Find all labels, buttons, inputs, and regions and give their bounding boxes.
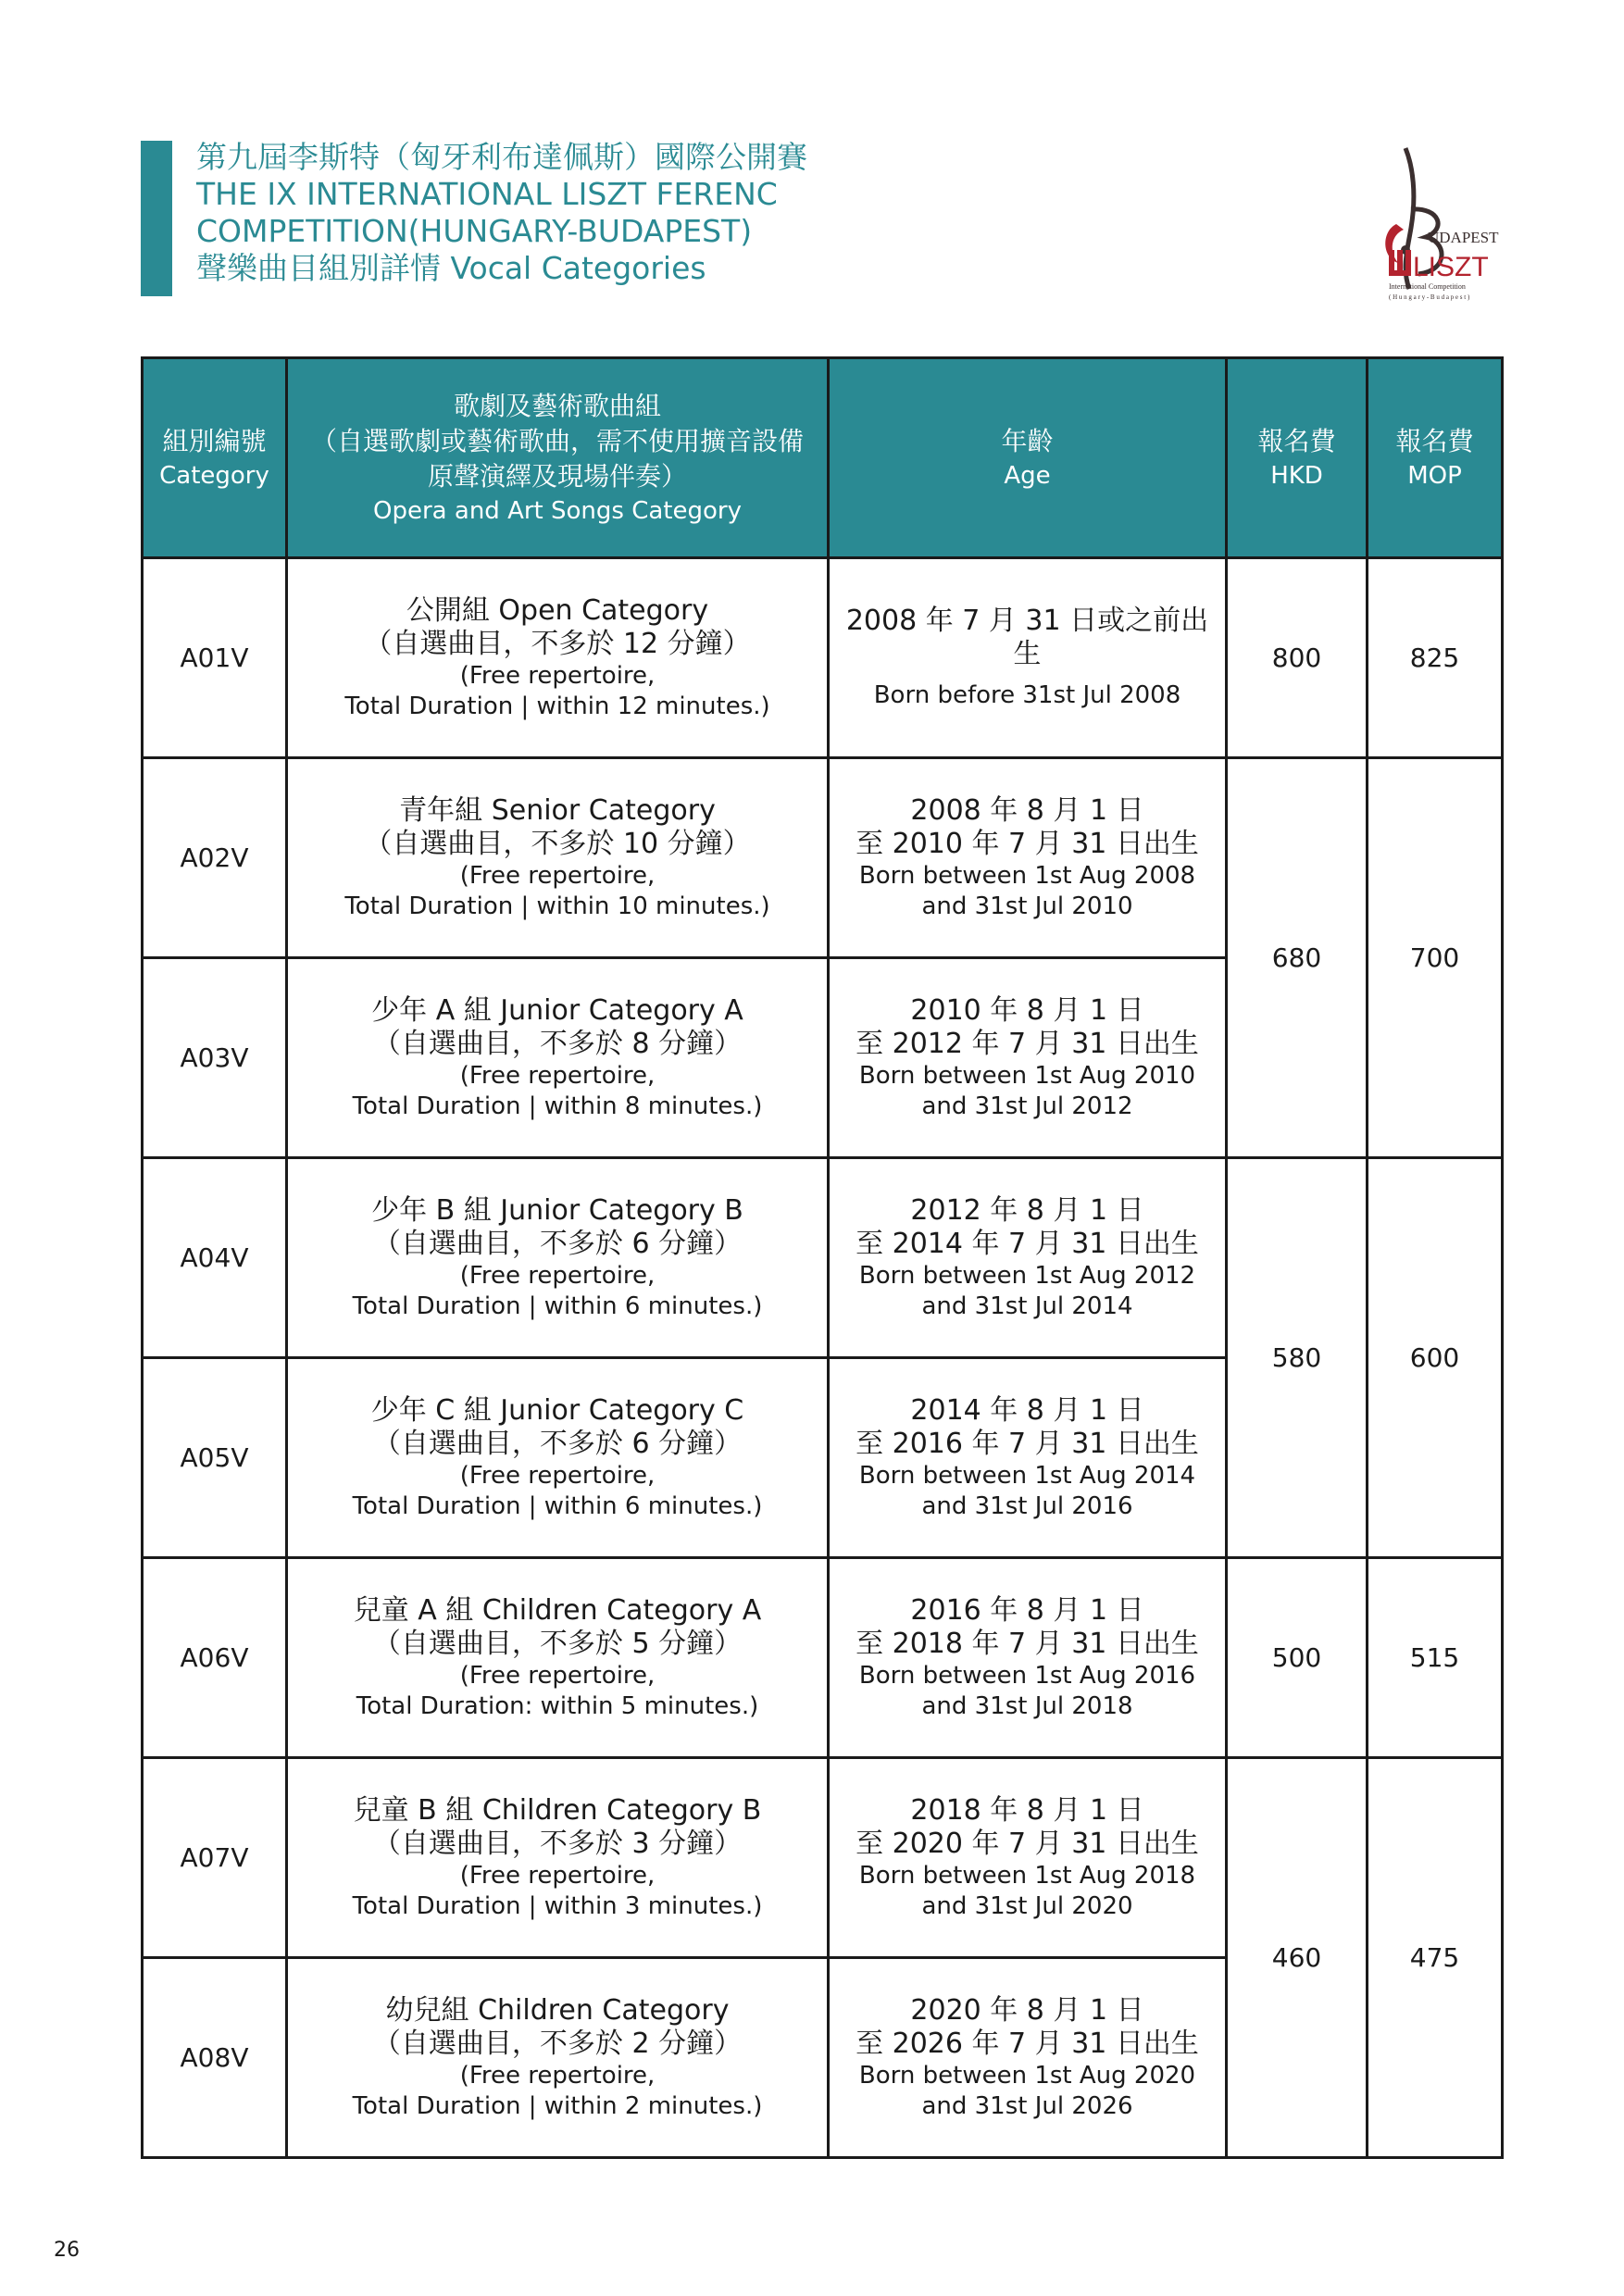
category-code: A05V — [143, 1358, 287, 1558]
category-code: A04V — [143, 1158, 287, 1358]
header-fee-mop: 報名費 MOP — [1368, 358, 1503, 558]
age-cell: 2008 年 8 月 1 日 至 2010 年 7 月 31 日出生 Born between 1st Aug 2008 and 31st Jul 2010 — [829, 758, 1227, 958]
fee-hkd: 460 — [1227, 1758, 1368, 2158]
repertoire-cell: 兒童 A 組 Children Category A （自選曲目，不多於 5 分鐘） (Free repertoire, Total Duration: within 5 minutes.) — [287, 1558, 829, 1758]
page-title — [196, 139, 807, 287]
table-row — [143, 1158, 1503, 1358]
page-number: 26 — [54, 2239, 80, 2262]
repertoire-cell: 青年組 Senior Category （自選曲目，不多於 10 分鐘） (Free repertoire, Total Duration | within 10 minutes.) — [287, 758, 829, 958]
age-cell: 2014 年 8 月 1 日 至 2016 年 7 月 31 日出生 Born between 1st Aug 2014 and 31st Jul 2016 — [829, 1358, 1227, 1558]
repertoire-cell: 公開組 Open Category （自選曲目，不多於 12 分鐘） (Free repertoire, Total Duration | within 12 minutes.) — [287, 558, 829, 758]
age-cell: 2012 年 8 月 1 日 至 2014 年 7 月 31 日出生 Born between 1st Aug 2012 and 31st Jul 2014 — [829, 1158, 1227, 1358]
table-row — [143, 558, 1503, 758]
fee-hkd: 680 — [1227, 758, 1368, 1158]
header-category: 組別編號 Category — [143, 358, 287, 558]
repertoire-cell: 少年 A 組 Junior Category A （自選曲目，不多於 8 分鐘） (Free repertoire, Total Duration | within 8 minutes.) — [287, 958, 829, 1158]
repertoire-cell: 幼兒組 Children Category （自選曲目，不多於 2 分鐘） (Free repertoire, Total Duration | within 2 minutes.) — [287, 1958, 829, 2158]
header-repertoire: 歌劇及藝術歌曲組 （自選歌劇或藝術歌曲，需不使用擴音設備 原聲演繹及現場伴奏） Opera and Art Songs Category — [287, 358, 829, 558]
age-cell: 2008 年 7 月 31 日或之前出生 Born before 31st Jul 2008 — [829, 558, 1227, 758]
title-subtitle: 聲樂曲目組別詳情 Vocal Categories — [196, 250, 706, 286]
title-chinese: 第九屆李斯特（匈牙利布達佩斯）國際公開賽 — [196, 139, 807, 175]
repertoire-cell: 兒童 B 組 Children Category B （自選曲目，不多於 3 分鐘） (Free repertoire, Total Duration | within 3 minutes.) — [287, 1758, 829, 1958]
age-cell: 2010 年 8 月 1 日 至 2012 年 7 月 31 日出生 Born between 1st Aug 2010 and 31st Jul 2012 — [829, 958, 1227, 1158]
category-code: A01V — [143, 558, 287, 758]
title-english-line1: THE IX INTERNATIONAL LISZT FERENC — [196, 176, 778, 212]
category-code: A08V — [143, 1958, 287, 2158]
header-fee-hkd: 報名費 HKD — [1227, 358, 1368, 558]
table-header-row — [143, 358, 1503, 558]
title-accent-bar — [141, 141, 172, 296]
category-code: A06V — [143, 1558, 287, 1758]
age-cell: 2016 年 8 月 1 日 至 2018 年 7 月 31 日出生 Born between 1st Aug 2016 and 31st Jul 2018 — [829, 1558, 1227, 1758]
category-code: A03V — [143, 958, 287, 1158]
age-cell: 2020 年 8 月 1 日 至 2026 年 7 月 31 日出生 Born between 1st Aug 2020 and 31st Jul 2026 — [829, 1958, 1227, 2158]
table-row — [143, 758, 1503, 958]
header-age: 年齡 Age — [829, 358, 1227, 558]
logo-text-international: International Competition — [1389, 282, 1466, 291]
budapest-liszt-logo — [1370, 139, 1500, 306]
category-code: A07V — [143, 1758, 287, 1958]
fee-mop: 475 — [1368, 1758, 1503, 2158]
logo-text-udapest: UDAPEST — [1428, 229, 1499, 246]
fee-mop: 600 — [1368, 1158, 1503, 1558]
fee-hkd: 580 — [1227, 1158, 1368, 1558]
fee-hkd: 500 — [1227, 1558, 1368, 1758]
table-row — [143, 1558, 1503, 1758]
vocal-categories-table — [141, 356, 1504, 2159]
age-cell: 2018 年 8 月 1 日 至 2020 年 7 月 31 日出生 Born between 1st Aug 2018 and 31st Jul 2020 — [829, 1758, 1227, 1958]
repertoire-cell: 少年 B 組 Junior Category B （自選曲目，不多於 6 分鐘） (Free repertoire, Total Duration | within 6 minutes.) — [287, 1158, 829, 1358]
category-code: A02V — [143, 758, 287, 958]
fee-mop: 700 — [1368, 758, 1503, 1158]
fee-hkd: 800 — [1227, 558, 1368, 758]
table-row — [143, 1758, 1503, 1958]
fee-mop: 515 — [1368, 1558, 1503, 1758]
fee-mop: 825 — [1368, 558, 1503, 758]
logo-text-place: ( H u n g a r y - B u d a p e s t ) — [1389, 293, 1470, 301]
logo-text-liszt: LISZT — [1413, 252, 1489, 282]
title-english-line2: COMPETITION(HUNGARY-BUDAPEST) — [196, 213, 753, 249]
repertoire-cell: 少年 C 組 Junior Category C （自選曲目，不多於 6 分鐘） (Free repertoire, Total Duration | within 6 minutes.) — [287, 1358, 829, 1558]
